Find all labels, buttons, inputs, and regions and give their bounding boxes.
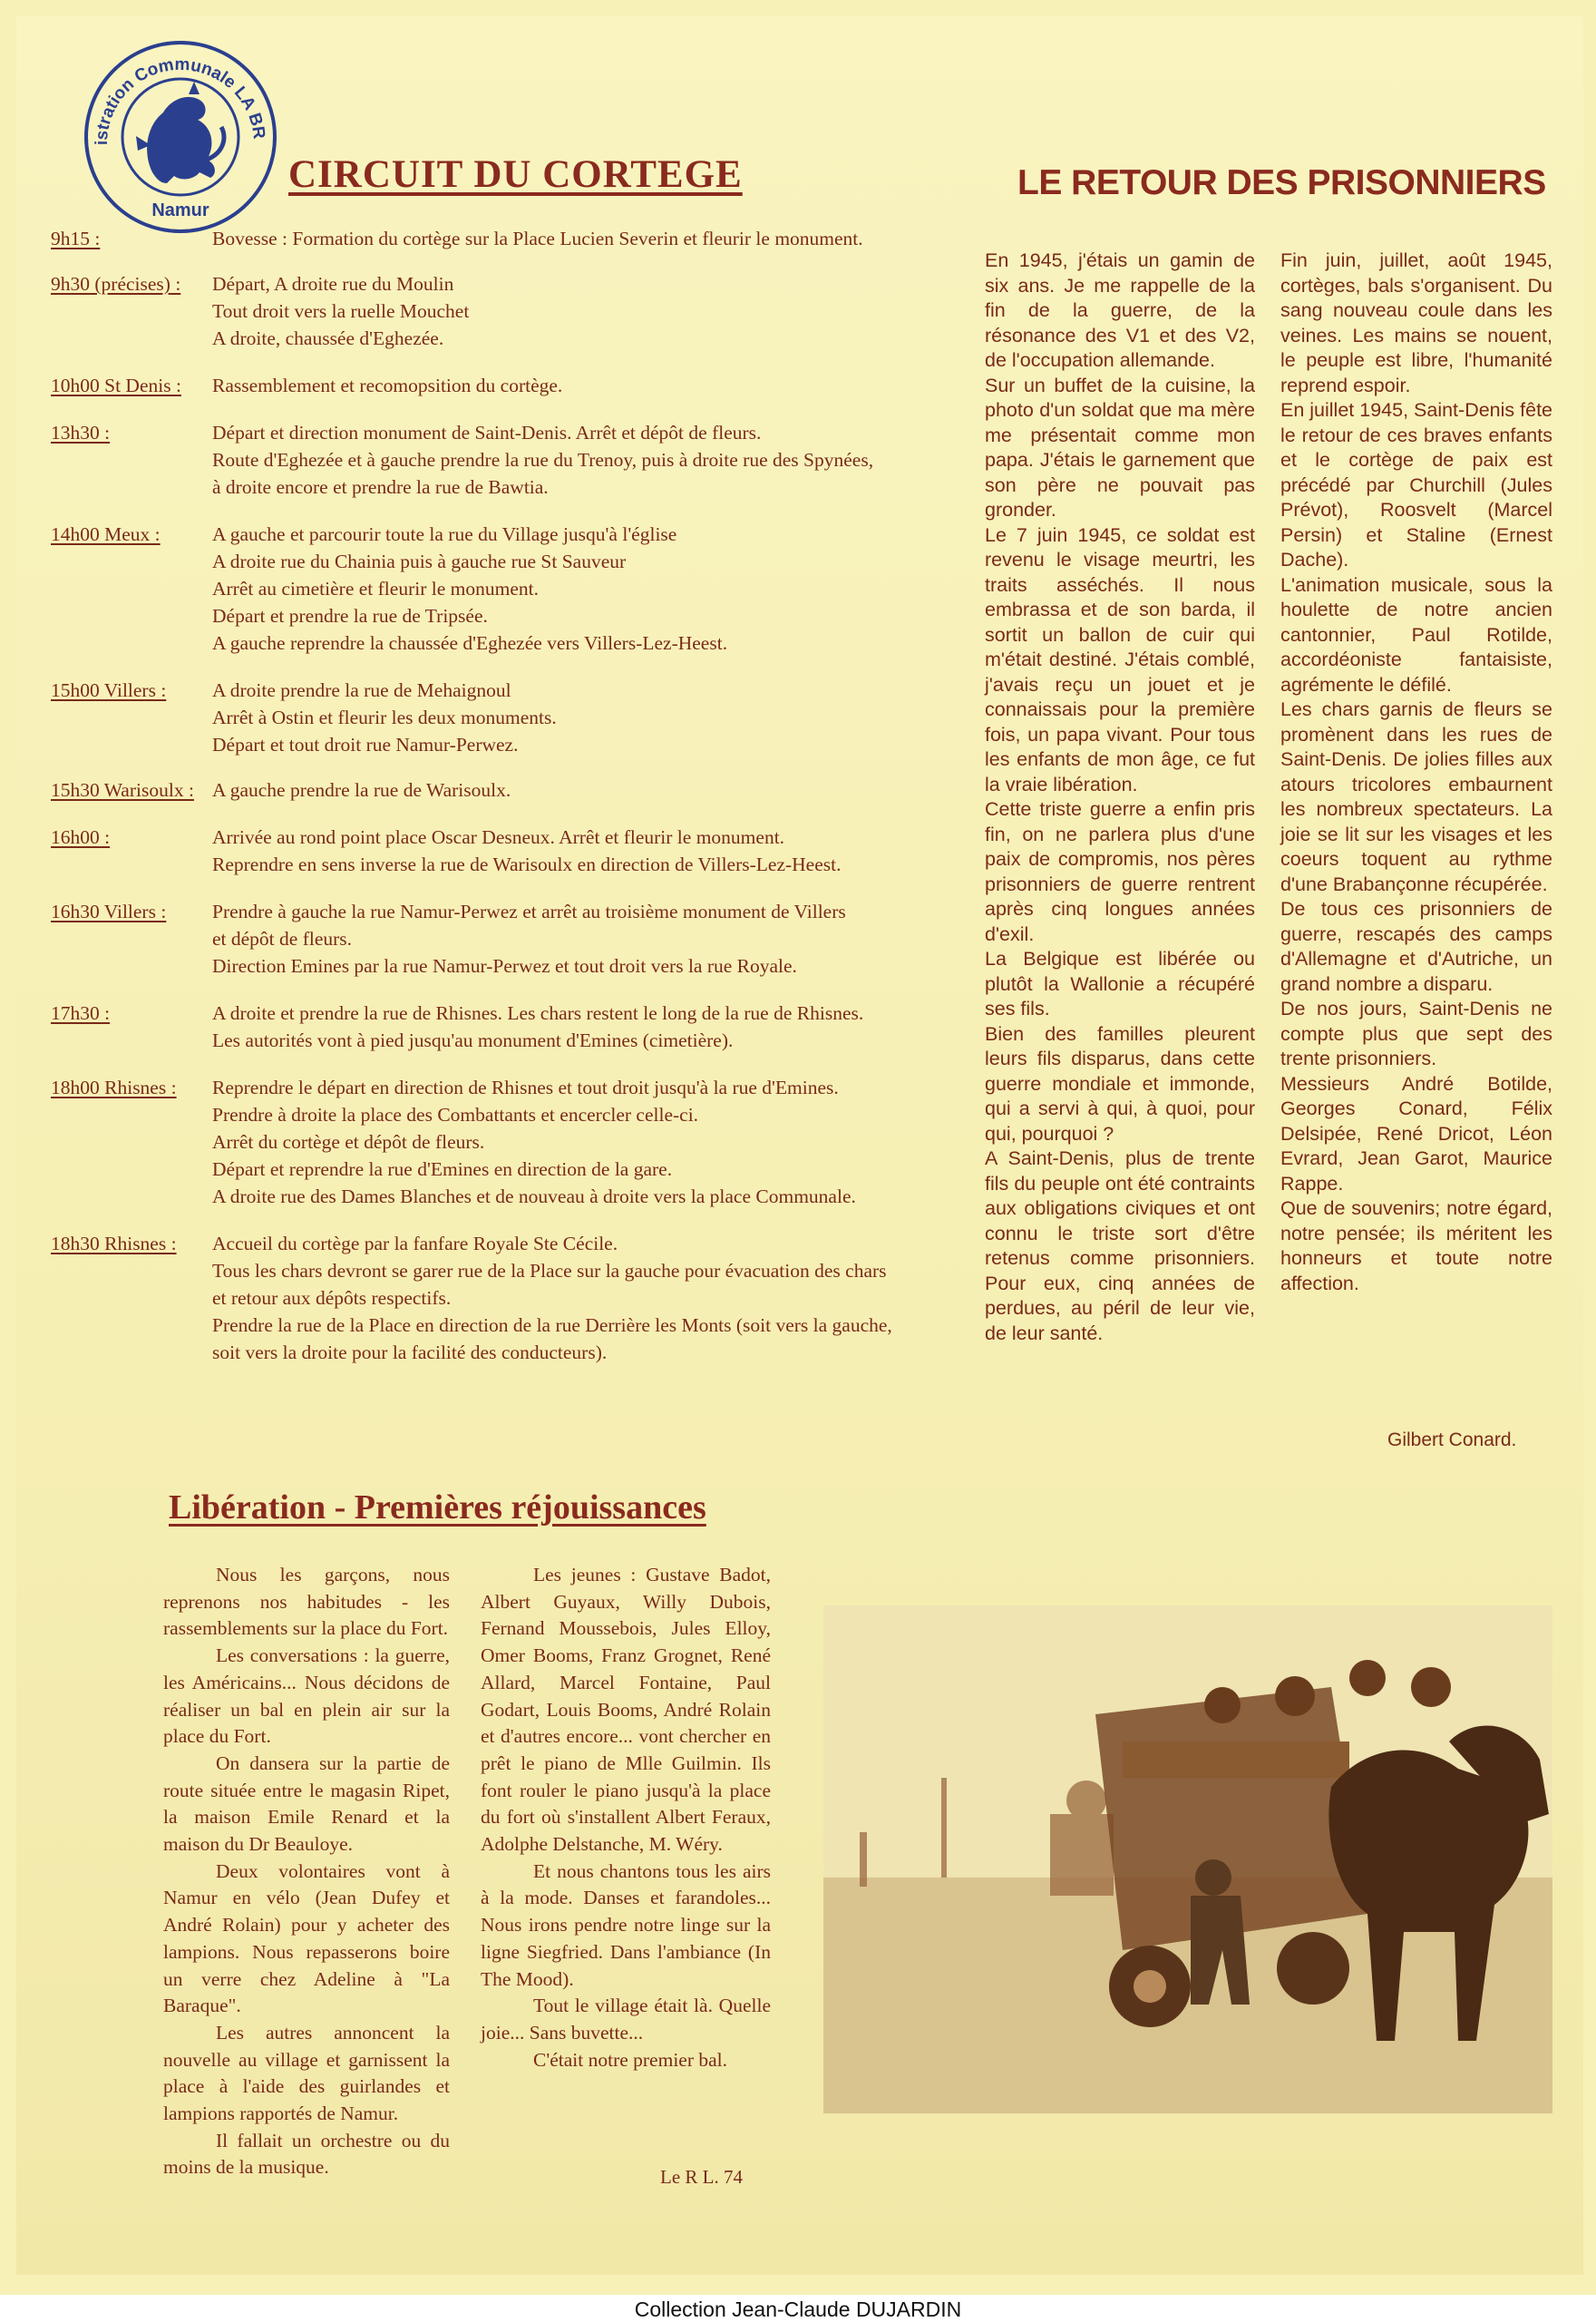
- paragraph: Messieurs André Botilde, Georges Conard, Félix Delsipée, René Dricot, Léon Evrard, Jean Garot, Maurice Rappe.: [1280, 1072, 1552, 1195]
- schedule-line: A droite prendre la rue de Mehaignoul: [212, 679, 511, 701]
- svg-text:Namur: Namur: [151, 200, 209, 220]
- cortege-schedule: [51, 225, 967, 1366]
- schedule-row: [51, 372, 967, 399]
- schedule-line: Reprendre en sens inverse la rue de Warisoulx en direction de Villers-Lez-Heest.: [212, 854, 842, 875]
- schedule-time: 18h30 Rhisnes :: [51, 1233, 177, 1254]
- cortege-title: CIRCUIT DU CORTEGE: [288, 153, 743, 196]
- schedule-line: Arrivée au rond point place Oscar Desneux. Arrêt et fleurir le monument.: [212, 826, 785, 848]
- liberation-title: Libération - Premières réjouissances: [169, 1488, 706, 1527]
- paragraph: C'était notre premier bal.: [533, 2048, 728, 2071]
- schedule-line: et retour aux dépôts respectifs.: [212, 1287, 452, 1309]
- schedule-line: Départ et direction monument de Saint-Denis. Arrêt et dépôt de fleurs.: [212, 422, 762, 444]
- paragraph: Les autres annoncent la nouvelle au village et garnissent la place à l'aide des guirlandes et lampions rapportés de Namur.: [163, 2021, 450, 2125]
- schedule-line: A droite, chaussée d'Eghezée.: [212, 327, 444, 349]
- schedule-row: [51, 776, 967, 804]
- schedule-description: [212, 372, 967, 399]
- schedule-line: Prendre à gauche la rue Namur-Perwez et arrêt au troisième monument de Villers: [212, 901, 846, 922]
- schedule-line: Accueil du cortège par la fanfare Royale Ste Cécile.: [212, 1233, 618, 1254]
- retour-title: LE RETOUR DES PRISONNIERS: [1017, 163, 1546, 202]
- schedule-row: [51, 419, 967, 501]
- schedule-row: [51, 1074, 967, 1210]
- paragraph: On dansera sur la partie de route située entre le magasin Ripet, la maison Emile Renard et la maison du Dr Beauloye.: [163, 1751, 450, 1856]
- paragraph: En 1945, j'étais un gamin de six ans. Je me rappelle de la fin de la guerre, de la résonance des V1 et des V2, de l'occupation allemande.: [985, 249, 1255, 371]
- schedule-line: A droite rue des Dames Blanches et de nouveau à droite vers la place Communale.: [212, 1185, 856, 1207]
- schedule-row: [51, 225, 967, 252]
- liberation-column-1: [163, 1562, 450, 2181]
- paragraph: Fin juin, juillet, août 1945, cortèges, bals s'organisent. Du sang nouveau coule dans les veines. Les mains se nouent, le peuple est libre, l'humanité reprend espoir.: [1280, 249, 1552, 396]
- schedule-time: 16h30 Villers :: [51, 901, 167, 922]
- paragraph: Les jeunes : Gustave Badot, Albert Guyaux, Willy Dubois, Fernand Moussebois, Jules Elloy, Omer Booms, Franz Grognet, René Allard, Marcel Fontaine, Paul Godart, Louis Booms, André Rolain et d'autres encore... vont chercher en prêt le piano de Mlle Guilmin. Ils font rouler le piano jusqu'à la place du fort où s'installent Albert Feraux, Adolphe Delstanche, M. Wéry.: [481, 1564, 771, 1856]
- schedule-line: Prendre la rue de la Place en direction de la rue Derrière les Monts (soit vers la gauche,: [212, 1314, 892, 1336]
- schedule-row: [51, 677, 967, 758]
- svg-text:Administration Communale LA BR: istration Communale LA BR: [92, 54, 269, 146]
- schedule-line: Reprendre le départ en direction de Rhisnes et tout droit jusqu'à la rue d'Emines.: [212, 1077, 839, 1098]
- paragraph: Tout le village était là. Quelle joie... Sans buvette...: [481, 1995, 771, 2044]
- schedule-description: [212, 1230, 967, 1366]
- retour-column-2: [1280, 249, 1552, 1296]
- collection-footer: Collection Jean-Claude DUJARDIN: [634, 2298, 962, 2321]
- schedule-line: Les autorités vont à pied jusqu'au monument d'Emines (cimetière).: [212, 1029, 734, 1051]
- schedule-time: 15h30 Warisoulx :: [51, 779, 194, 801]
- retour-signature: Gilbert Conard.: [1387, 1429, 1517, 1450]
- schedule-line: Tous les chars devront se garer rue de la Place sur la gauche pour évacuation des chars: [212, 1260, 887, 1282]
- liberation-source: Le R L. 74: [660, 2166, 743, 2188]
- schedule-time: 9h15 :: [51, 228, 101, 249]
- paragraph: Le 7 juin 1945, ce soldat est revenu le visage meurtri, les traits asséchés. Il nous embrassa et de son barda, il sortit un ballon de cuir qui m'était destiné. J'étais comblé, j'avais reçu un jouet et je connaissais pour la première fois, un papa vivant. Pour tous les enfants de mon âge, ce fut la vraie libération.: [985, 523, 1255, 795]
- schedule-time: 13h30 :: [51, 422, 111, 444]
- commune-seal-logo: [80, 36, 281, 238]
- paragraph: A Saint-Denis, plus de trente fils du peuple ont été contraints aux obligations civiques et ont connu le triste sort d'être retenus comme prisonniers. Pour eux, cinq années de perdues, au péril de leur vie, de leur santé.: [985, 1147, 1255, 1344]
- schedule-line: Route d'Eghezée et à gauche prendre la rue du Trenoy, puis à droite rue des Spynées,: [212, 449, 874, 471]
- schedule-time: 14h00 Meux :: [51, 523, 161, 545]
- schedule-description: [212, 677, 967, 758]
- schedule-line: A gauche et parcourir toute la rue du Village jusqu'à l'église: [212, 523, 677, 545]
- schedule-line: Bovesse : Formation du cortège sur la Place Lucien Severin et fleurir le monument.: [212, 228, 863, 249]
- schedule-row: [51, 1230, 967, 1366]
- schedule-row: [51, 521, 967, 657]
- paragraph: Que de souvenirs; notre égard, notre pensée; ils méritent les honneurs et toute notre affection.: [1280, 1197, 1552, 1294]
- schedule-row: [51, 824, 967, 878]
- schedule-row: [51, 1000, 967, 1054]
- schedule-time: 15h00 Villers :: [51, 679, 167, 701]
- schedule-line: Tout droit vers la ruelle Mouchet: [212, 300, 470, 322]
- schedule-description: [212, 270, 967, 352]
- paragraph: Deux volontaires vont à Namur en vélo (Jean Dufey et André Rolain) pour y acheter des lampions. Nous repasserons boire un verre chez Adeline à "La Baraque".: [163, 1859, 450, 2017]
- schedule-line: soit vers la droite pour la facilité des conducteurs).: [212, 1341, 608, 1363]
- schedule-description: [212, 1074, 967, 1210]
- paragraph: De tous ces prisonniers de guerre, rescapés des camps d'Allemagne et d'Autriche, un grand nombre a disparu.: [1280, 898, 1552, 995]
- schedule-row: [51, 270, 967, 352]
- schedule-description: [212, 1000, 967, 1054]
- schedule-line: Départ et prendre la rue de Tripsée.: [212, 605, 488, 627]
- schedule-description: [212, 419, 967, 501]
- schedule-line: à droite encore et prendre la rue de Bawtia.: [212, 476, 549, 498]
- paragraph: L'animation musicale, sous la houlette de notre ancien cantonnier, Paul Rotilde, accordéoniste fantaisiste, agrémente le défilé.: [1280, 573, 1552, 696]
- paragraph: En juillet 1945, Saint-Denis fête le retour de ces braves enfants et le cortège de paix est précédé par Churchill (Jules Prévot), Roosvelt (Marcel Persin) et Staline (Ernest Dache).: [1280, 399, 1552, 571]
- schedule-description: [212, 898, 967, 980]
- paragraph: De nos jours, Saint-Denis ne compte plus que sept des trente prisonniers.: [1280, 998, 1552, 1069]
- schedule-time: 9h30 (précises) :: [51, 273, 181, 295]
- historic-photo-horse-cart: [823, 1605, 1552, 2113]
- paragraph: Nous les garçons, nous reprenons nos habitudes - les rassemblements sur la place du Fort.: [163, 1564, 450, 1640]
- schedule-line: Départ, A droite rue du Moulin: [212, 273, 454, 295]
- schedule-time: 16h00 :: [51, 826, 111, 848]
- schedule-line: Arrêt à Ostin et fleurir les deux monuments.: [212, 707, 557, 728]
- paragraph: Il fallait un orchestre ou du moins de la musique.: [163, 2129, 450, 2179]
- schedule-row: [51, 898, 967, 980]
- schedule-description: [212, 776, 967, 804]
- paragraph: Les chars garnis de fleurs se promènent dans les rues de Saint-Denis. De jolies filles aux atours tricolores embaurnent les nombreux spectateurs. La joie se lit sur les visages et les coeurs toquent au rythme d'une Brabançonne récupérée.: [1280, 698, 1552, 895]
- schedule-time: 10h00 St Denis :: [51, 375, 181, 396]
- paragraph: Cette triste guerre a enfin pris fin, on ne parlera plus d'une paix de compromis, nos pères prisonniers de guerre rentrent après cinq longues années d'exil.: [985, 798, 1255, 945]
- schedule-description: [212, 225, 967, 252]
- paragraph: Sur un buffet de la cuisine, la photo d'un soldat que ma mère me présentait comme mon papa. J'étais le garnement que son père ne pouvait pas gronder.: [985, 374, 1255, 521]
- schedule-line: A droite rue du Chainia puis à gauche rue St Sauveur: [212, 551, 627, 572]
- liberation-column-2: [481, 1562, 771, 2073]
- schedule-line: Départ et tout droit rue Namur-Perwez.: [212, 734, 519, 756]
- paragraph: La Belgique est libérée ou plutôt la Wallonie a récupéré ses fils.: [985, 948, 1255, 1020]
- schedule-line: Prendre à droite la place des Combattants et encercler celle-ci.: [212, 1104, 699, 1126]
- schedule-line: Départ et reprendre la rue d'Emines en direction de la gare.: [212, 1158, 673, 1180]
- schedule-line: A gauche prendre la rue de Warisoulx.: [212, 779, 511, 801]
- schedule-line: Direction Emines par la rue Namur-Perwez et tout droit vers la rue Royale.: [212, 955, 797, 977]
- schedule-description: [212, 521, 967, 657]
- retour-column-1: [985, 249, 1255, 1346]
- schedule-description: [212, 824, 967, 878]
- schedule-time: 17h30 :: [51, 1002, 111, 1024]
- schedule-line: et dépôt de fleurs.: [212, 928, 353, 950]
- schedule-line: Arrêt du cortège et dépôt de fleurs.: [212, 1131, 485, 1153]
- schedule-line: A droite et prendre la rue de Rhisnes. Les chars restent le long de la rue de Rhisnes.: [212, 1002, 864, 1024]
- schedule-time: 18h00 Rhisnes :: [51, 1077, 177, 1098]
- paragraph: Bien des familles pleurent leurs fils disparus, dans cette guerre mondiale et immonde, qui a servi à qui, à quoi, pour qui, pourquoi ?: [985, 1022, 1255, 1145]
- paragraph: Les conversations : la guerre, les Américains... Nous décidons de réaliser un bal en plein air sur la place du Fort.: [163, 1644, 450, 1748]
- schedule-line: Arrêt au cimetière et fleurir le monument.: [212, 578, 539, 600]
- paragraph: Et nous chantons tous les airs à la mode. Danses et farandoles... Nous irons pendre notre linge sur la ligne Siegfried. Dans l'ambiance (In The Mood).: [481, 1859, 771, 1990]
- schedule-line: Rassemblement et recomopsition du cortège.: [212, 375, 563, 396]
- schedule-line: A gauche reprendre la chaussée d'Eghezée vers Villers-Lez-Heest.: [212, 632, 728, 654]
